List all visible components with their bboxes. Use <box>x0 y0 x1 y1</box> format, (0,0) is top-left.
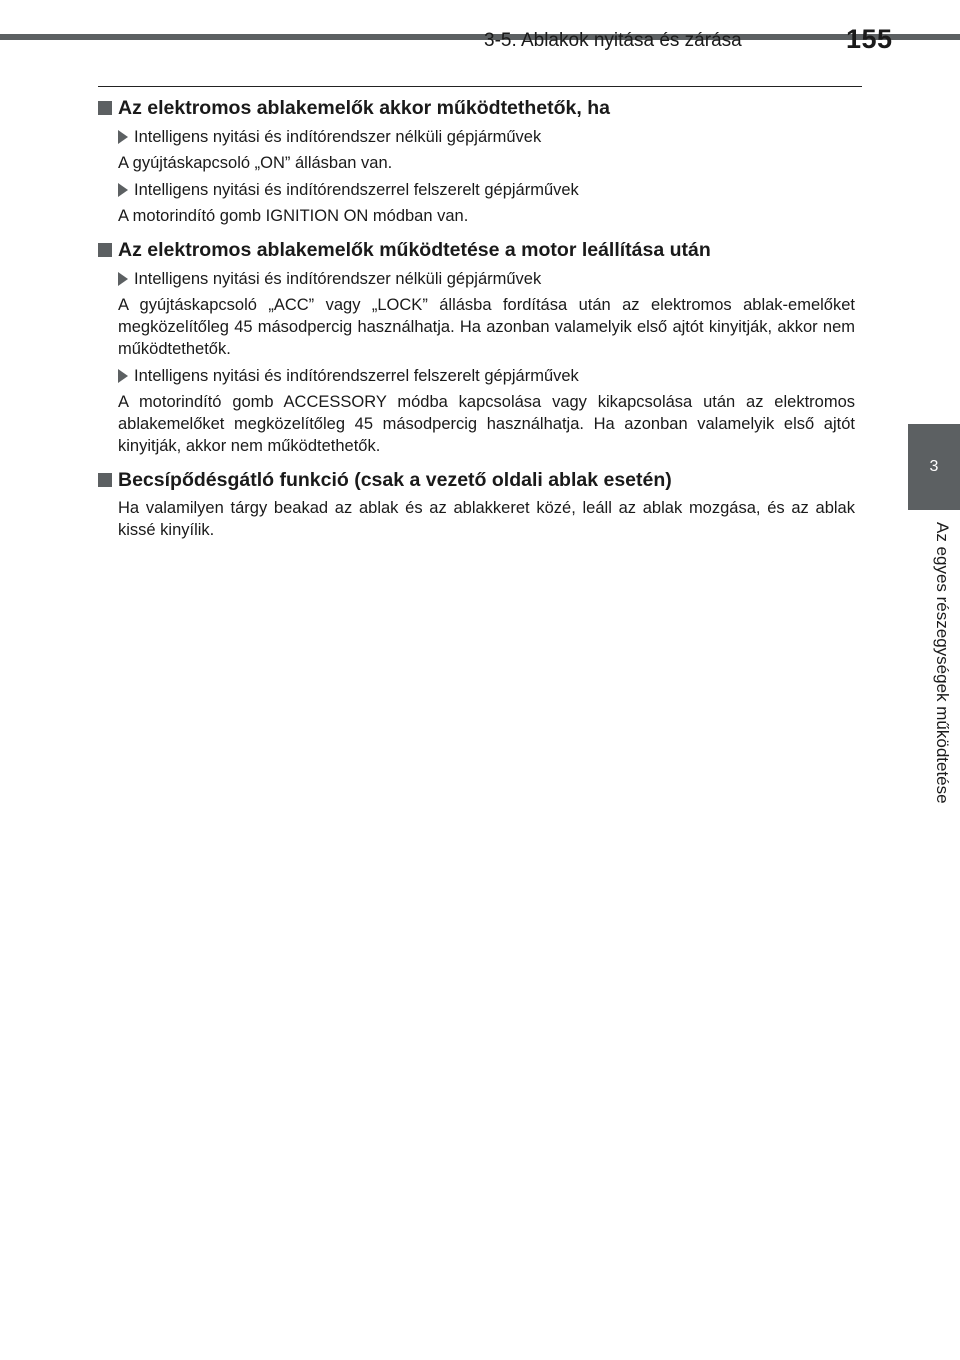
triangle-bullet-icon <box>118 369 128 383</box>
condition-text: Intelligens nyitási és indítórendszerrel felszerelt gépjárművek <box>134 367 579 385</box>
condition-item <box>118 365 855 387</box>
chapter-tab[interactable] <box>908 424 960 510</box>
header-bar <box>0 34 960 40</box>
body-paragraph: A motorindító gomb ACCESSORY módba kapcsolása vagy kikapcsolása után az elektromos ablakemelőket megközelítőleg 45 másodpercig használhatja. Ha azonban valamelyik első ajtót kinyitják, akkor nem működtethetők. <box>118 393 855 455</box>
chapter-title: Az egyes részegységek működtetése <box>933 522 952 804</box>
body-paragraph: A gyújtáskapcsoló „ON” állásban van. <box>118 154 393 172</box>
body-paragraph: A motorindító gomb IGNITION ON módban van. <box>118 207 469 225</box>
square-bullet-icon <box>98 101 112 115</box>
condition-item <box>118 126 855 148</box>
page-number: 155 <box>846 24 893 54</box>
condition-item <box>118 268 855 290</box>
section-heading <box>98 95 855 121</box>
header-section-title: 3-5. Ablakok nyitása és zárása <box>484 30 742 51</box>
page-content <box>98 95 855 541</box>
section-heading-text: Becsípődésgátló funkció (csak a vezető oldali ablak esetén) <box>118 469 672 491</box>
square-bullet-icon <box>98 243 112 257</box>
condition-text: Intelligens nyitási és indítórendszer nélküli gépjárművek <box>134 270 542 288</box>
condition-item <box>118 179 855 201</box>
triangle-bullet-icon <box>118 183 128 197</box>
triangle-bullet-icon <box>118 130 128 144</box>
body-paragraph: A gyújtáskapcsoló „ACC” vagy „LOCK” állásba fordítása után az elektromos ablak-emelőket megközelítőleg 45 másodpercig használhatja. Ha azonban valamelyik első ajtót kinyitják, akkor nem működtethetők. <box>118 296 855 358</box>
triangle-bullet-icon <box>118 272 128 286</box>
section-heading-text: Az elektromos ablakemelők akkor működtethetők, ha <box>118 97 610 119</box>
header-rule <box>98 86 862 87</box>
section-heading <box>98 467 855 493</box>
section-heading <box>98 237 855 263</box>
condition-text: Intelligens nyitási és indítórendszerrel felszerelt gépjárművek <box>134 181 579 199</box>
chapter-number: 3 <box>929 458 939 475</box>
body-paragraph: Ha valamilyen tárgy beakad az ablak és az ablakkeret közé, leáll az ablak mozgása, és az ablak kissé kinyílik. <box>118 499 855 539</box>
section-heading-text: Az elektromos ablakemelők működtetése a motor leállítása után <box>118 239 711 261</box>
square-bullet-icon <box>98 473 112 487</box>
condition-text: Intelligens nyitási és indítórendszer nélküli gépjárművek <box>134 128 542 146</box>
